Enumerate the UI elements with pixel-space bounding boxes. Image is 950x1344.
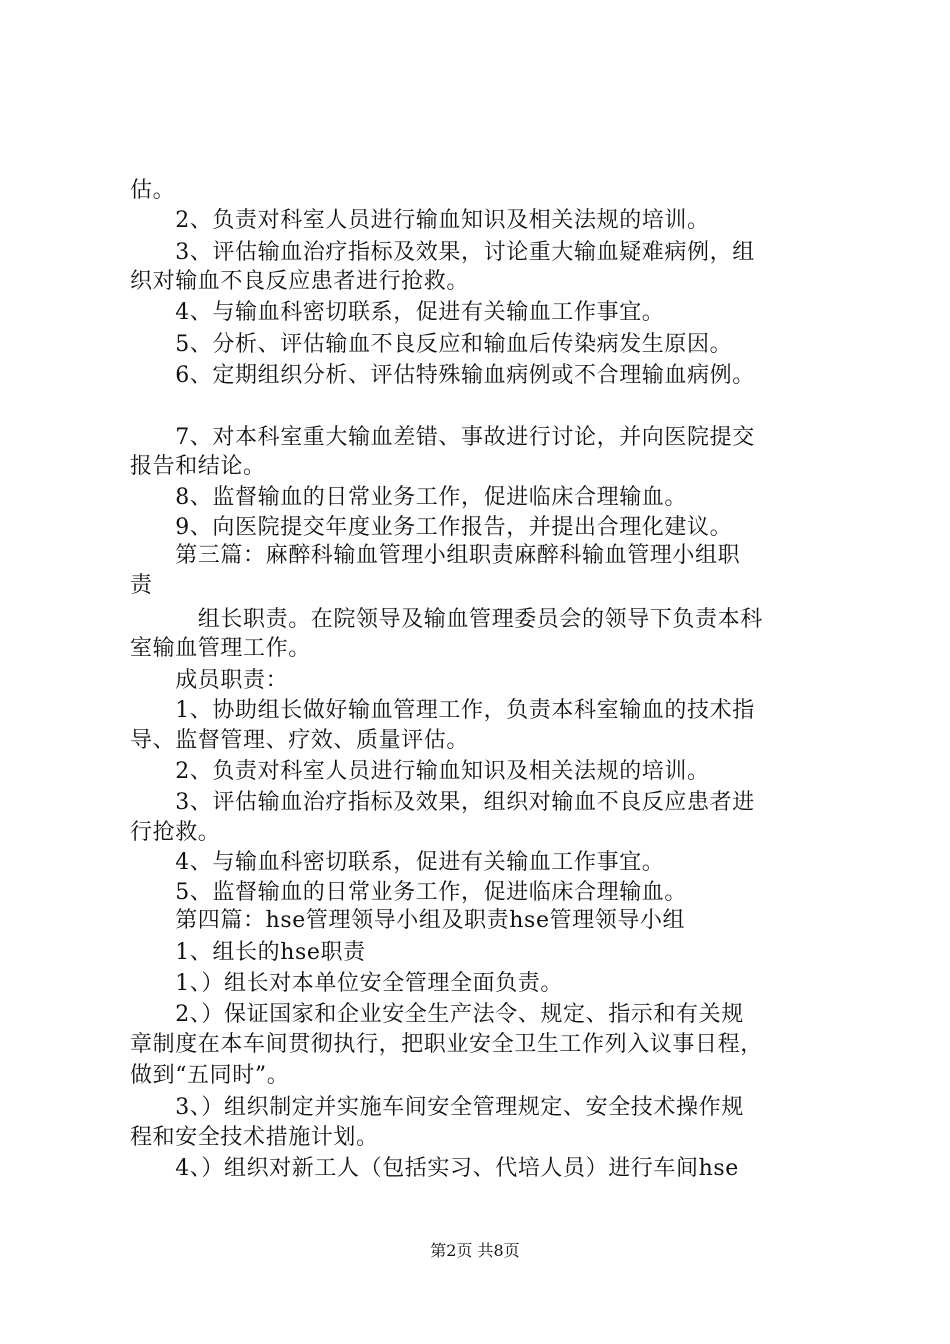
text-line: 7、对本科室重大输血差错、事故进行讨论，并向医院提交 bbox=[130, 425, 755, 450]
text-line: 8、监督输血的日常业务工作，促进临床合理输血。 bbox=[130, 485, 687, 510]
text-line: 责 bbox=[130, 573, 153, 598]
text-line: 3、）组织制定并实施车间安全管理规定、安全技术操作规 bbox=[130, 1095, 744, 1120]
text-line: 1、组长的hse职责 bbox=[130, 940, 366, 965]
text-line: 成员职责： bbox=[130, 668, 289, 693]
text-line: 2、负责对科室人员进行输血知识及相关法规的培训。 bbox=[130, 759, 710, 784]
text-line: 6、定期组织分析、评估特殊输血病例或不合理输血病例。 bbox=[130, 363, 755, 388]
text-line: 章制度在本车间贯彻执行，把职业安全卫生工作列入议事日程， bbox=[130, 1032, 763, 1057]
text-line: 织对输血不良反应患者进行抢救。 bbox=[130, 269, 470, 294]
text-line: 报告和结论。 bbox=[130, 454, 266, 479]
text-line: 1、协助组长做好输血管理工作，负责本科室输血的技术指 bbox=[130, 698, 755, 723]
text-line: 5、分析、评估输血不良反应和输血后传染病发生原因。 bbox=[130, 332, 733, 357]
text-line: 估。 bbox=[130, 178, 176, 203]
text-line: 5、监督输血的日常业务工作，促进临床合理输血。 bbox=[130, 880, 687, 905]
text-line: 4、与输血科密切联系，促进有关输血工作事宜。 bbox=[130, 850, 665, 875]
text-line: 2、）保证国家和企业安全生产法令、规定、指示和有关规 bbox=[130, 1002, 744, 1027]
text-line: 3、评估输血治疗指标及效果，讨论重大输血疑难病例，组 bbox=[130, 240, 755, 265]
section-heading: 第四篇：hse管理领导小组及职责hse管理领导小组 bbox=[130, 908, 686, 933]
text-line: 行抢救。 bbox=[130, 820, 221, 845]
text-line: 组长职责。在院领导及输血管理委员会的领导下负责本科 bbox=[130, 607, 763, 632]
text-line: 4、与输血科密切联系，促进有关输血工作事宜。 bbox=[130, 300, 665, 325]
text-line: 1、）组长对本单位安全管理全面负责。 bbox=[130, 971, 563, 996]
text-line: 2、负责对科室人员进行输血知识及相关法规的培训。 bbox=[130, 208, 710, 233]
text-line: 导、监督管理、疗效、质量评估。 bbox=[130, 728, 470, 753]
text-line: 9、向医院提交年度业务工作报告，并提出合理化建议。 bbox=[130, 515, 733, 540]
section-heading: 第三篇：麻醉科输血管理小组职责麻醉科输血管理小组职 bbox=[130, 543, 741, 568]
text-line: 做到“五同时”。 bbox=[130, 1063, 290, 1088]
text-line: 3、评估输血治疗指标及效果，组织对输血不良反应患者进 bbox=[130, 790, 755, 815]
text-line: 室输血管理工作。 bbox=[130, 636, 311, 661]
text-line: 4、）组织对新工人（包括实习、代培人员）进行车间hse bbox=[130, 1156, 739, 1181]
text-line: 程和安全技术措施计划。 bbox=[130, 1125, 379, 1150]
page-footer: 第2页 共8页 bbox=[430, 1241, 520, 1260]
